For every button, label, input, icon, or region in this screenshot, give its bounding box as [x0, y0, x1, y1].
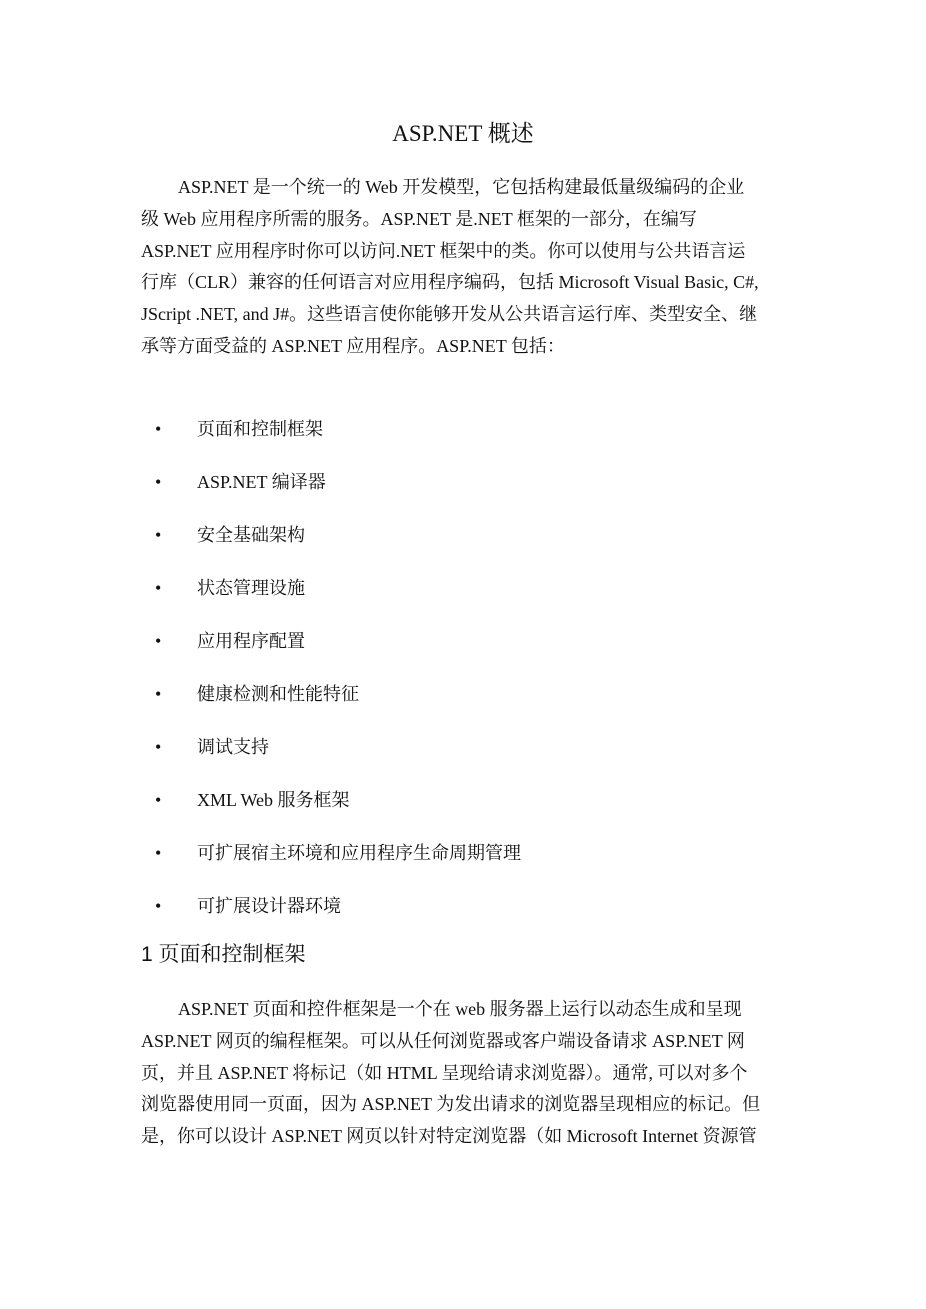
list-item — [0, 783, 926, 836]
list-item — [0, 624, 926, 677]
section-paragraph — [141, 994, 786, 1153]
list-item-text: 健康检测和性能特征 — [197, 684, 359, 704]
list-item — [0, 730, 926, 783]
bullet-icon: • — [155, 843, 162, 863]
list-item-text: ASP.NET 编译器 — [197, 472, 326, 492]
list-item-text: 安全基础架构 — [197, 525, 305, 545]
list-item — [0, 677, 926, 730]
list-item — [0, 412, 926, 465]
list-item — [0, 889, 926, 942]
bullet-icon: • — [155, 631, 162, 651]
list-item-text: 可扩展设计器环境 — [197, 896, 341, 916]
bullet-icon: • — [155, 684, 162, 704]
section-line: 浏览器使用同一页面，因为 ASP.NET 为发出请求的浏览器呈现相应的标记。但 — [141, 1094, 761, 1115]
list-item-text: XML Web 服务框架 — [197, 790, 350, 810]
bullet-icon: • — [155, 472, 162, 492]
section-line: 是，你可以设计 ASP.NET 网页以针对特定浏览器（如 Microsoft Internet 资源管 — [141, 1126, 757, 1147]
list-item-text: 可扩展宿主环境和应用程序生命周期管理 — [197, 843, 521, 863]
section-line: ASP.NET 页面和控件框架是一个在 web 服务器上运行以动态生成和呈现 — [178, 999, 742, 1019]
bullet-icon: • — [155, 419, 162, 439]
list-item-text: 调试支持 — [197, 737, 269, 757]
intro-line: ASP.NET 是一个统一的 Web 开发模型，它包括构建最低量级编码的企业 — [178, 177, 745, 197]
section-line: ASP.NET 网页的编程框架。可以从任何浏览器或客户端设备请求 ASP.NET 网 — [141, 1030, 745, 1051]
list-item-text: 应用程序配置 — [197, 631, 305, 651]
bullet-icon: • — [155, 790, 162, 810]
section-line: 页，并且 ASP.NET 将标记（如 HTML 呈现给请求浏览器）。通常, 可以对多个 — [141, 1062, 748, 1083]
feature-list — [0, 412, 926, 942]
intro-line: 行库（CLR）兼容的任何语言对应用程序编码，包括 Microsoft Visual Basic, C#, — [141, 272, 759, 293]
bullet-icon: • — [155, 737, 162, 757]
intro-line: ASP.NET 应用程序时你可以访问.NET 框架中的类。你可以使用与公共语言运 — [141, 240, 746, 261]
list-item — [0, 836, 926, 889]
list-item — [0, 518, 926, 571]
intro-line: JScript .NET, and J#。这些语言使你能够开发从公共语言运行库、类型安全、继 — [141, 304, 758, 325]
section-heading: 1 页面和控制框架 — [141, 943, 306, 966]
list-item-text: 页面和控制框架 — [197, 419, 323, 439]
bullet-icon: • — [155, 896, 162, 916]
list-item-text: 状态管理设施 — [197, 578, 305, 598]
intro-line: 承等方面受益的 ASP.NET 应用程序。ASP.NET 包括： — [141, 335, 565, 356]
bullet-icon: • — [155, 525, 162, 545]
list-item — [0, 465, 926, 518]
list-item — [0, 571, 926, 624]
document-title: ASP.NET 概述 — [392, 121, 534, 146]
intro-line: 级 Web 应用程序所需的服务。ASP.NET 是.NET 框架的一部分，在编写 — [141, 208, 697, 229]
bullet-icon: • — [155, 578, 162, 598]
intro-paragraph — [141, 172, 786, 363]
